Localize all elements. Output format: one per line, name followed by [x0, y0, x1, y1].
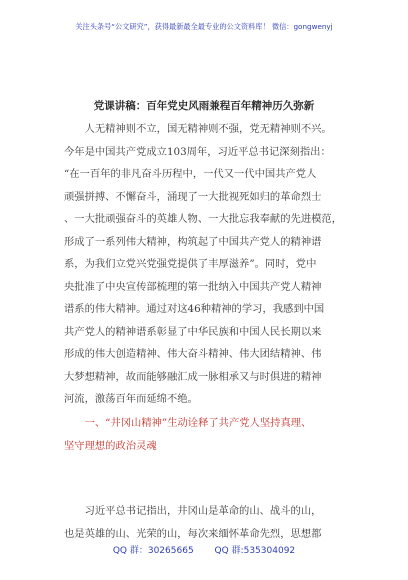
text-line: 大梦想精神，故而能够融汇成一脉相承又与时俱进的精神: [64, 370, 322, 383]
qq-group-1: QQ 群：30265665: [112, 546, 194, 556]
text-line: 央批准了中央宣传部梳理的第一批纳入中国共产党人精神: [64, 280, 322, 293]
text-line: 今年是中国共产党成立103周年，习近平总书记深刻指出：: [64, 145, 331, 158]
text-line: 也是英雄的山、光荣的山，每次来缅怀革命先烈，思想都: [64, 527, 322, 540]
section-heading-1: [64, 412, 344, 457]
document-title: 党课讲稿：百年党史风雨兼程百年精神历久弥新: [93, 100, 315, 112]
body-paragraph-1: [64, 118, 344, 411]
text-line: 河流，激荡百年而延绵不绝。: [64, 393, 198, 405]
text-line: 共产党人的精神谱系彰显了中华民族和中国人民长期以来: [64, 325, 322, 338]
promo-header: 关注头条号“公文研究”，获得最新最全最专业的公文资料库！ 微信：gongwenyj: [75, 22, 333, 31]
text-line: 系，为我们立党兴党强党提供了丰厚滋养”。同时，党中: [64, 258, 317, 270]
contact-footer: [0, 543, 408, 556]
text-line: 、一大批顽强奋斗的英雄人物、一大批忘我奉献的先进模范，: [64, 213, 343, 225]
heading-line: 一、“井冈山精神”生动诠释了共产党人坚持真理、: [84, 417, 312, 429]
text-line: 顽强拼搏、不懈奋斗，涌现了一大批视死如归的革命烈士: [64, 190, 322, 203]
heading-line: 坚守理想的政治灵魂: [64, 439, 157, 452]
text-line: 人无精神则不立，国无精神则不强，党无精神则不兴。: [84, 123, 332, 135]
text-line: 习近平总书记指出，井冈山是革命的山、战斗的山，: [84, 505, 322, 517]
text-line: “在一百年的非凡奋斗历程中，一代又一代中国共产党人: [64, 168, 317, 180]
text-line: 形成的伟大创造精神、伟大奋斗精神、伟大团结精神、伟: [64, 348, 322, 360]
text-line: 形成了一系列伟大精神，构筑起了中国共产党人的精神谱: [64, 235, 322, 248]
qq-group-2: QQ 群:535304092: [214, 546, 296, 556]
text-line: 谱系的伟大精神。通过对这46种精神的学习，我感到中国: [64, 303, 325, 315]
body-paragraph-2: [64, 500, 344, 545]
